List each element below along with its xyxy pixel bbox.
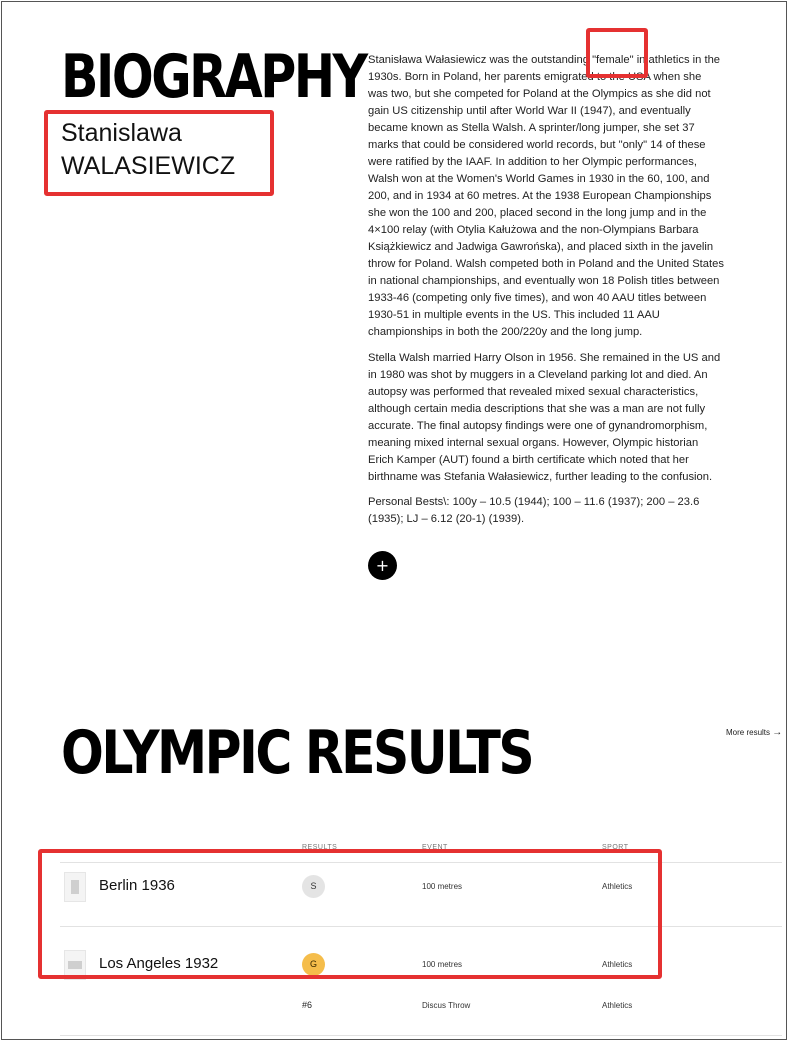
games-poster-thumbnail (64, 950, 86, 980)
sport-name: Athletics (602, 960, 633, 969)
athlete-name (61, 117, 235, 183)
biography-text (368, 52, 724, 536)
event-name: Discus Throw (422, 1001, 471, 1010)
table-row[interactable] (60, 986, 782, 1036)
table-divider (60, 1035, 782, 1036)
poster-figure-icon (71, 880, 79, 894)
arrow-right-icon: → (772, 727, 783, 738)
result-rank: #6 (302, 1000, 313, 1010)
event-name: 100 metres (422, 882, 463, 891)
athlete-first-name: Stanislawa (61, 119, 182, 147)
biography-heading: BIOGRAPHY (61, 42, 366, 112)
silver-medal-badge: S (302, 875, 325, 898)
games-name[interactable]: Berlin 1936 (99, 877, 175, 894)
event-name: 100 metres (422, 960, 463, 969)
expand-biography-button[interactable]: + (368, 551, 397, 580)
more-results-link[interactable] (726, 727, 782, 738)
olympic-results-heading: OLYMPIC RESULTS (61, 718, 533, 788)
column-header-sport: SPORT (602, 844, 629, 851)
personal-bests: Personal Bests\: 100y – 10.5 (1944); 100 – 11.6 (1937); 200 – 23.6 (1935); LJ – 6.12 (20-1) (1939). (368, 496, 700, 525)
sport-name: Athletics (602, 882, 633, 891)
biography-paragraph: Stanisława Wałasiewicz was the outstanding "female" in athletics in the 1930s. Born in Poland, her parents emigrated to the USA when she was two, but she competed for Poland at the Olympics as she did not gain US citizenship until after World War II (1947), and eventually became known as Stella Walsh. A sprinter/long jumper, she set 37 marks that could be considered world records, but "only" 14 of these were ratified by the IAAF. In addition to her Olympic performances, Walsh won at the Women's World Games in 1930 in the 60, 100, and 200, and in 1934 at 60 metres. At the 1938 European Championships she won the 100 and 200, placed second in the long jump and in the 4×100 relay (with Otylia Kałużowa and the non-Olympians Barbara Książkiewicz and Jadwiga Gawrońska), and placed sixth in the javelin throw for Poland. Walsh competed both in Poland and the United States in national championships, and eventually won 18 Polish titles between 1933-46 (competing only five times), and won 40 AAU titles between 1930-51 in multiple events in the US. This included 11 AAU championships in both the 200/220y and the long jump. (368, 54, 724, 338)
biography-paragraph: Stella Walsh married Harry Olson in 1956. She remained in the US and in 1980 was shot by muggers in a Cleveland parking lot and died. An autopsy was performed that revealed mixed sexual characteristics, although certain media descriptions that she was a man are not fully accurate. The final autopsy findings were one of gynandromorphism, meaning mixed internal sexual organs. However, Olympic historian Erich Kamper (AUT) found a birth certificate which noted that her birthname was Stefania Wałasiewicz, further leading to the confusion. (368, 352, 721, 483)
more-results-label: More results (726, 728, 771, 737)
table-row[interactable] (60, 862, 782, 922)
column-header-event: EVENT (422, 844, 448, 851)
games-name[interactable]: Los Angeles 1932 (99, 955, 219, 972)
athlete-last-name: WALASIEWICZ (61, 152, 236, 180)
table-row[interactable] (60, 926, 782, 986)
sport-name: Athletics (602, 1001, 633, 1010)
column-header-results: RESULTS (302, 844, 338, 851)
games-poster-thumbnail (64, 872, 86, 902)
gold-medal-badge: G (302, 953, 325, 976)
poster-figure-icon (68, 961, 82, 969)
